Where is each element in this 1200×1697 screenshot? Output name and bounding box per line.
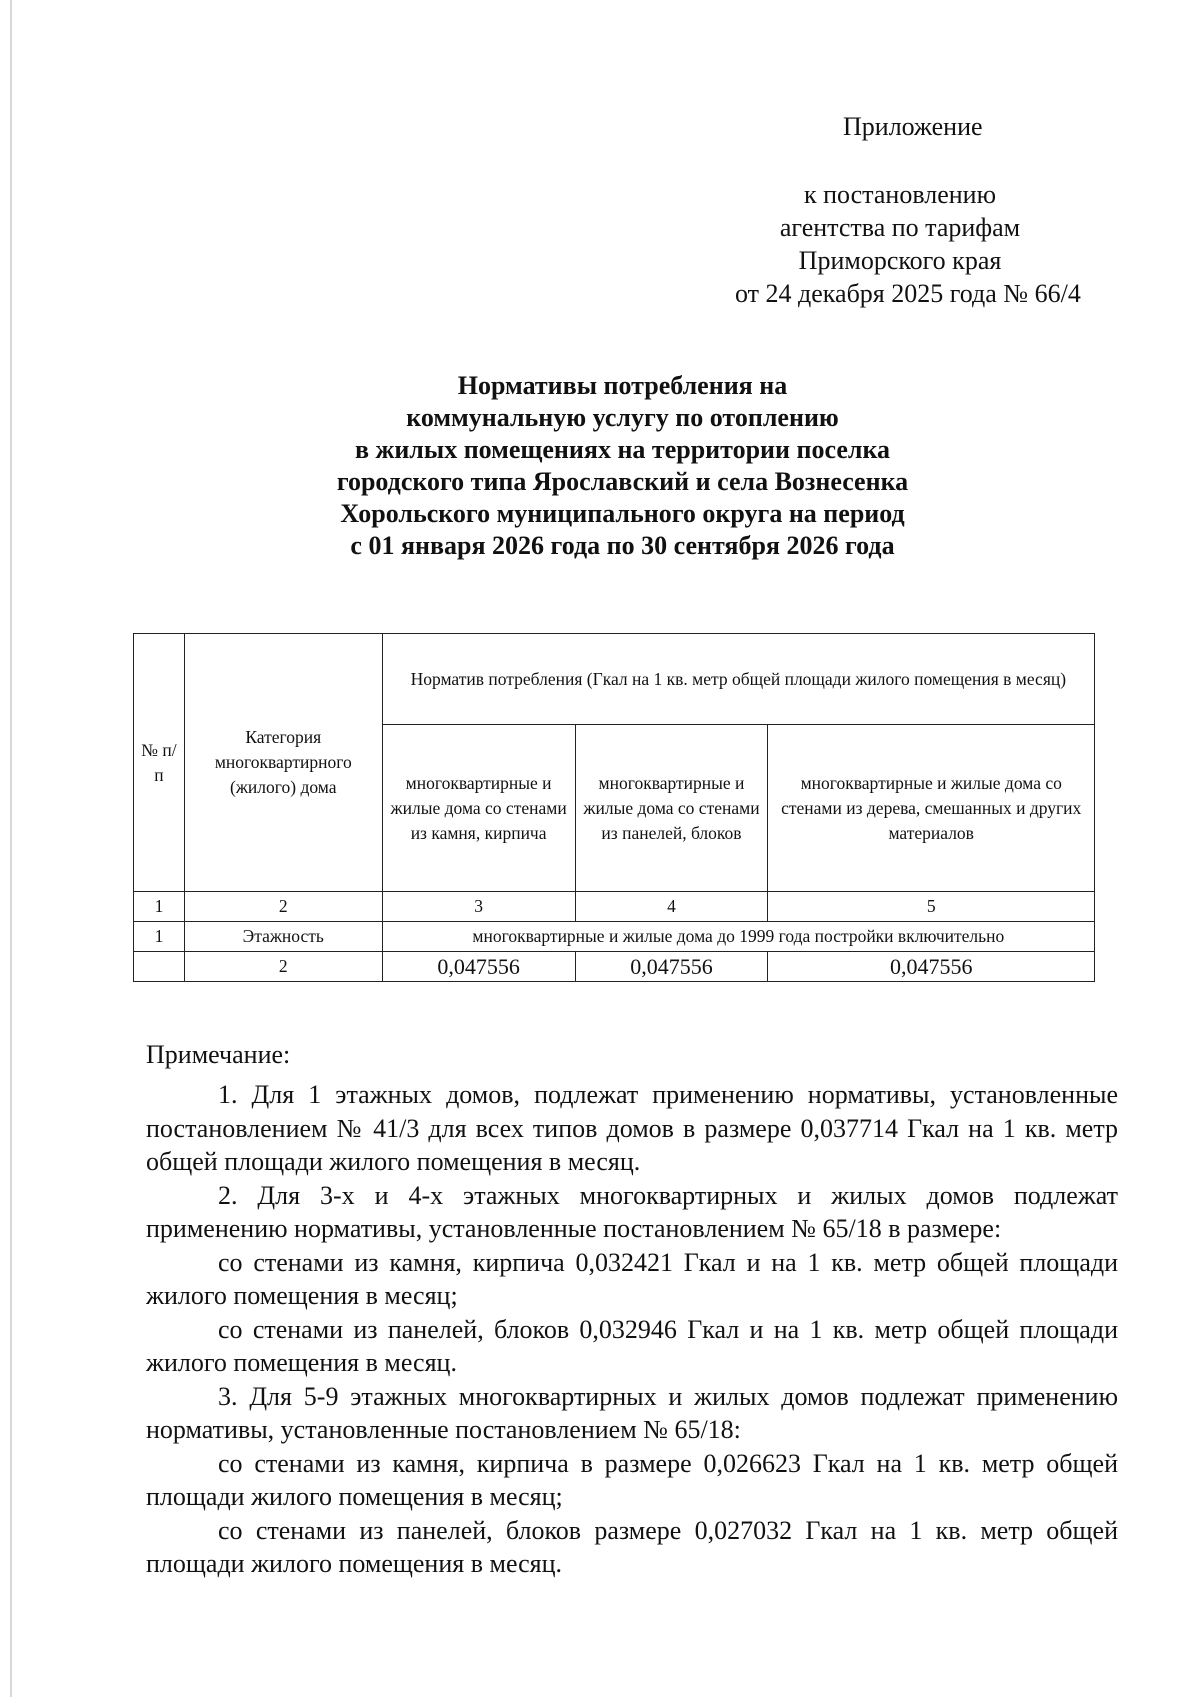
row-num xyxy=(134,952,185,982)
section-row xyxy=(134,922,1095,952)
note-paragraph: со стенами из камня, кирпича в размере 0,026623 Гкал на 1 кв. метр общей площади жилого помещения в месяц; xyxy=(146,1448,1118,1511)
title-line: с 01 января 2026 года по 30 сентября 2026 года xyxy=(350,531,895,560)
page-edge xyxy=(10,0,12,1697)
note-paragraph: 2. Для 3-х и 4-х этажных многоквартирных и жилых домов подлежат применению нормативы, установленные постановлением № 65/18 в размере: xyxy=(146,1180,1118,1243)
column-number: 4 xyxy=(575,892,768,922)
section-category: Этажность xyxy=(184,922,382,952)
col-num-header: № п/п xyxy=(134,634,185,892)
resolution-reference xyxy=(735,178,1081,310)
column-number: 3 xyxy=(382,892,575,922)
column-numbers-row xyxy=(134,892,1095,922)
column-number: 5 xyxy=(768,892,1095,922)
value-panel: 0,047556 xyxy=(575,952,768,982)
resolution-line: агентства по тарифам xyxy=(779,213,1021,242)
table-header-row xyxy=(134,634,1095,725)
title-line: городского типа Ярославский и села Вознесенка xyxy=(336,467,909,496)
resolution-line: к постановлению xyxy=(803,180,997,209)
document-title xyxy=(200,370,1045,562)
note-paragraph: 3. Для 5-9 этажных многоквартирных и жилых домов подлежат применению нормативы, установленные постановлением № 65/18: xyxy=(146,1381,1118,1444)
section-description: многоквартирные и жилые дома до 1999 года постройки включительно xyxy=(382,922,1094,952)
title-line: коммунальную услугу по отоплению xyxy=(406,403,839,432)
notes-label: Примечание: xyxy=(146,1040,291,1069)
section-num: 1 xyxy=(134,922,185,952)
title-line: Хорольского муниципального округа на период xyxy=(340,499,905,528)
note-paragraph: со стенами из панелей, блоков 0,032946 Гкал и на 1 кв. метр общей площади жилого помещения в месяц. xyxy=(146,1314,1118,1377)
row-category: 2 xyxy=(184,952,382,982)
resolution-line: от 24 декабря 2025 года № 66/4 xyxy=(735,279,1081,308)
col-category-header: Категория многоквартирного (жилого) дома xyxy=(184,634,382,892)
note-paragraph: 1. Для 1 этажных домов, подлежат применению нормативы, установленные постановлением № 41/3 для всех типов домов в размере 0,037714 Гкал на 1 кв. метр общей площади жилого помещения в месяц. xyxy=(146,1080,1118,1176)
title-line: Нормативы потребления на xyxy=(457,371,788,400)
resolution-line: Приморского края xyxy=(798,246,1002,275)
value-wood: 0,047556 xyxy=(768,952,1095,982)
subheader-brick: многоквартирные и жилые дома со стенами из камня, кирпича xyxy=(382,725,575,892)
note-paragraph: со стенами из камня, кирпича 0,032421 Гкал и на 1 кв. метр общей площади жилого помещения в месяц; xyxy=(146,1247,1118,1310)
title-line: в жилых помещениях на территории поселка xyxy=(354,435,891,464)
table-row xyxy=(134,952,1095,982)
column-number: 2 xyxy=(184,892,382,922)
subheader-wood: многоквартирные и жилые дома со стенами из дерева, смешанных и других материалов xyxy=(768,725,1095,892)
norm-header: Норматив потребления (Гкал на 1 кв. метр общей площади жилого помещения в месяц) xyxy=(382,634,1094,725)
appendix-label: Приложение xyxy=(843,112,983,141)
norms-table xyxy=(133,633,1095,982)
value-brick: 0,047556 xyxy=(382,952,575,982)
notes-body xyxy=(146,1078,1118,1581)
column-number: 1 xyxy=(134,892,185,922)
subheader-panel: многоквартирные и жилые дома со стенами из панелей, блоков xyxy=(575,725,768,892)
note-paragraph: со стенами из панелей, блоков размере 0,027032 Гкал на 1 кв. метр общей площади жилого помещения в месяц. xyxy=(146,1515,1118,1578)
